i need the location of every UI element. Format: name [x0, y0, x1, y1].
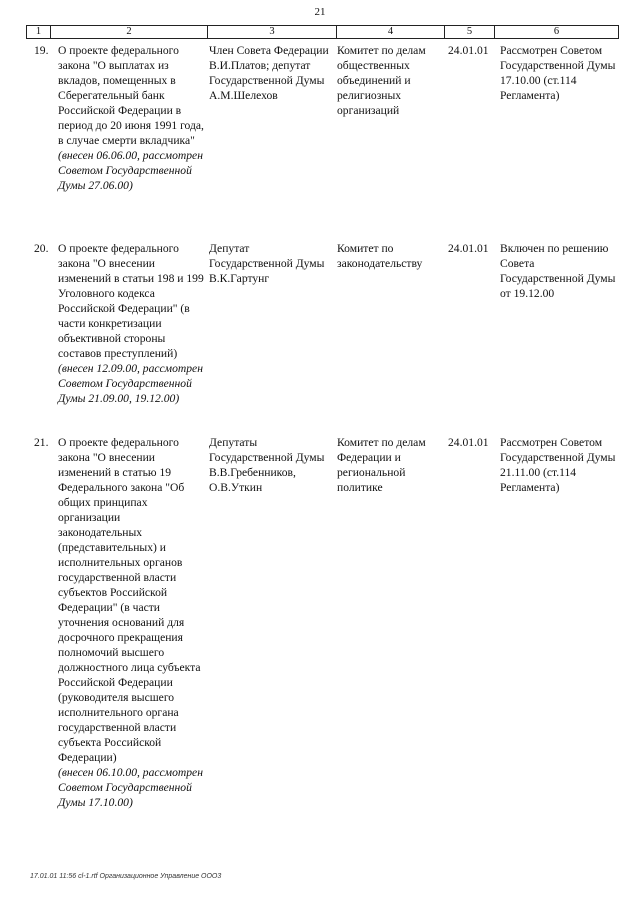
- row-number: 21.: [34, 436, 49, 449]
- bill-title: О проекте федерального закона "О выплатах из вкладов, помещенных в Сберегательный банк Российской Федерации в период до 20 июня 1991 года, в случае смерти вкладчика": [58, 44, 204, 147]
- header-col-4: 4: [337, 26, 445, 38]
- committee: Комитет по делам Федерации и региональной политике: [337, 436, 426, 494]
- status: Включен по решению Совета Государственной Думы от 19.12.00: [500, 242, 616, 300]
- bill-note: (внесен 06.06.00, рассмотрен Советом Государственной Думы 27.06.00): [58, 149, 203, 192]
- page-footer: 17.01.01 11:56 cl-1.rtf Организационное Управление ООО3: [30, 873, 222, 880]
- status: Рассмотрен Советом Государственной Думы 21.11.00 (ст.114 Регламента): [500, 436, 616, 494]
- bill-title: О проекте федерального закона "О внесении изменений в статью 19 Федерального закона "Об общих принципах организации законодательных (представительных) и исполнительных органов государственной власти субъектов Российской Федерации" (в части уточнения оснований для досрочного прекращения полномочий высшего должностного лица субъекта Российской Федерации (руководителя высшего исполнительного органа государственной власти субъекта Российской Федерации): [58, 436, 201, 764]
- status: Рассмотрен Советом Государственной Думы 17.10.00 (ст.114 Регламента): [500, 44, 616, 102]
- bill-note: (внесен 06.10.00, рассмотрен Советом Государственной Думы 17.10.00): [58, 766, 203, 809]
- header-col-3: 3: [208, 26, 337, 38]
- header-col-2: 2: [51, 26, 208, 38]
- bill-authors: Депутаты Государственной Думы В.В.Гребенников, О.В.Уткин: [209, 436, 325, 494]
- date: 24.01.01: [448, 436, 489, 449]
- page-number: 21: [314, 6, 326, 18]
- date: 24.01.01: [448, 242, 489, 255]
- header-col-5: 5: [445, 26, 495, 38]
- bill-title-cell: [58, 435, 206, 810]
- bill-authors: Член Совета Федерации В.И.Платов; депутат Государственной Думы А.М.Шелехов: [209, 44, 329, 102]
- bill-note: (внесен 12.09.00, рассмотрен Советом Государственной Думы 21.09.00, 19.12.00): [58, 362, 203, 405]
- date: 24.01.01: [448, 44, 489, 57]
- row-number: 20.: [34, 242, 49, 255]
- header-col-6: 6: [553, 26, 560, 37]
- bill-title: О проекте федерального закона "О внесении изменений в статьи 198 и 199 Уголовного кодекса Российской Федерации" (в части конкретизации объективной стороны составов преступлений): [58, 242, 204, 360]
- row-number: 19.: [34, 44, 49, 57]
- bill-authors: Депутат Государственной Думы В.К.Гартунг: [209, 242, 325, 285]
- table-header: [26, 25, 619, 39]
- header-col-1: 1: [27, 26, 51, 38]
- bill-title-cell: [58, 241, 206, 406]
- committee: Комитет по законодательству: [337, 242, 423, 270]
- bill-title-cell: [58, 43, 206, 193]
- committee: Комитет по делам общественных объединений и религиозных организаций: [337, 44, 426, 117]
